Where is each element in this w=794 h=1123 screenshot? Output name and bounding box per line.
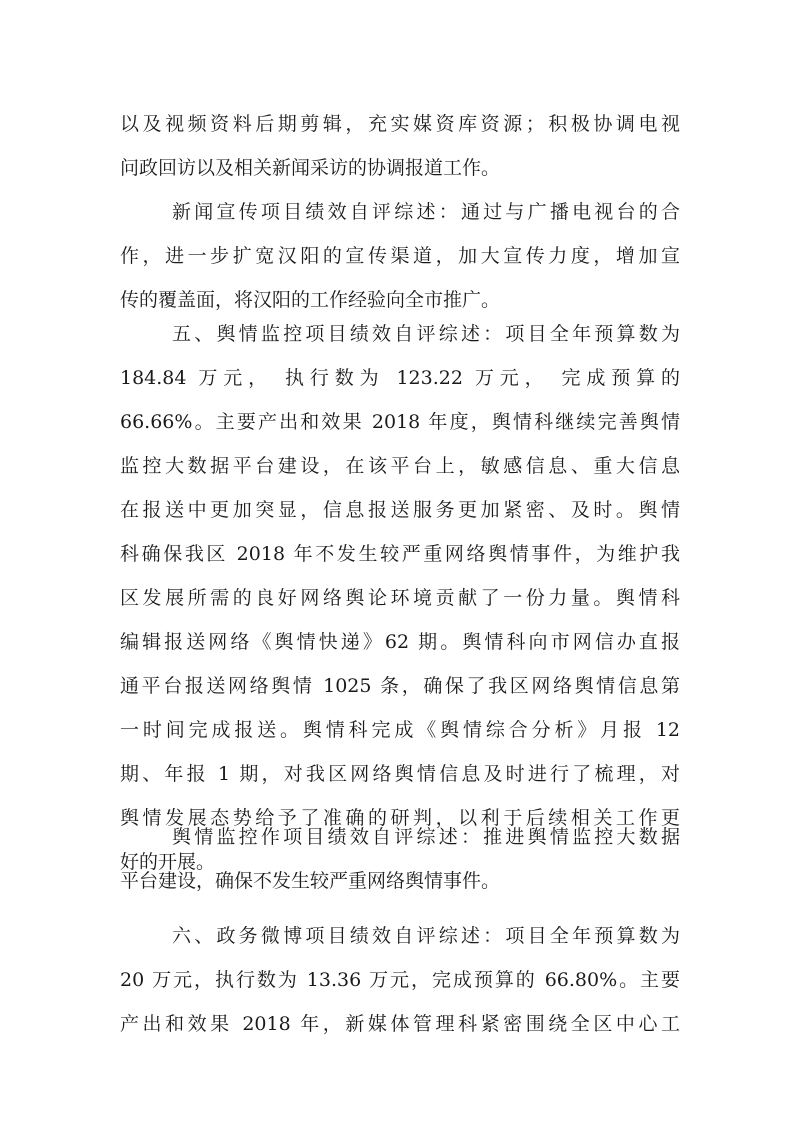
text-line: 平台建设，确保不发生较严重网络舆情事件。 xyxy=(120,870,501,892)
text-line: 监控大数据平台建设，在该平台上，敏感信息、重大信息 xyxy=(120,455,680,477)
text-line: 五、舆情监控项目绩效自评综述：项目全年预算数为 xyxy=(172,323,680,345)
text-line: 20 万元，执行数为 13.36 万元，完成预算的 66.80%。主要 xyxy=(120,969,680,991)
text-line: 期、年报 1 期，对我区网络舆情信息及时进行了梳理，对 xyxy=(120,763,680,785)
text-line: 舆情发展态势给予了准确的研判，以利于后续相关工作更 xyxy=(120,807,680,829)
text-line: 通平台报送网络舆情 1025 条，确保了我区网络舆情信息第 xyxy=(120,675,680,697)
paragraph-media-continuation xyxy=(120,102,680,190)
text-line: 184.84 万元， 执行数为 123.22 万元， 完成预算的 xyxy=(120,367,680,389)
text-line: 以及视频资料后期剪辑，充实媒资库资源；积极协调电视 xyxy=(120,113,680,135)
text-line: 舆情监控作项目绩效自评综述：推进舆情监控大数据 xyxy=(172,826,680,848)
text-line: 产出和效果 2018 年，新媒体管理科紧密围绕全区中心工 xyxy=(120,1013,680,1035)
paragraph-government-weibo xyxy=(120,914,680,1046)
text-line: 编辑报送网络《舆情快递》62 期。舆情科向市网信办直报 xyxy=(120,631,680,653)
text-line: 好的开展。 xyxy=(120,851,216,873)
text-line: 六、政务微博项目绩效自评综述：项目全年预算数为 xyxy=(172,925,680,947)
text-line: 新闻宣传项目绩效自评综述：通过与广播电视台的合 xyxy=(172,201,680,223)
text-line: 作，进一步扩宽汉阳的宣传渠道，加大宣传力度，增加宣 xyxy=(120,245,680,267)
paragraph-news-summary xyxy=(120,190,680,322)
text-line: 科确保我区 2018 年不发生较严重网络舆情事件，为维护我 xyxy=(120,543,680,565)
text-line: 问政回访以及相关新闻采访的协调报道工作。 xyxy=(120,157,501,179)
text-line: 66.66%。主要产出和效果 2018 年度，舆情科继续完善舆情 xyxy=(120,411,680,433)
text-line: 在报送中更加突显，信息报送服务更加紧密、及时。舆情 xyxy=(120,499,680,521)
text-line: 传的覆盖面，将汉阳的工作经验向全市推广。 xyxy=(120,289,501,311)
paragraph-monitoring-summary xyxy=(120,815,680,903)
paragraph-public-opinion-monitoring xyxy=(120,312,680,884)
text-line: 一时间完成报送。舆情科完成《舆情综合分析》月报 12 xyxy=(120,719,680,741)
text-line: 区发展所需的良好网络舆论环境贡献了一份力量。舆情科 xyxy=(120,587,680,609)
